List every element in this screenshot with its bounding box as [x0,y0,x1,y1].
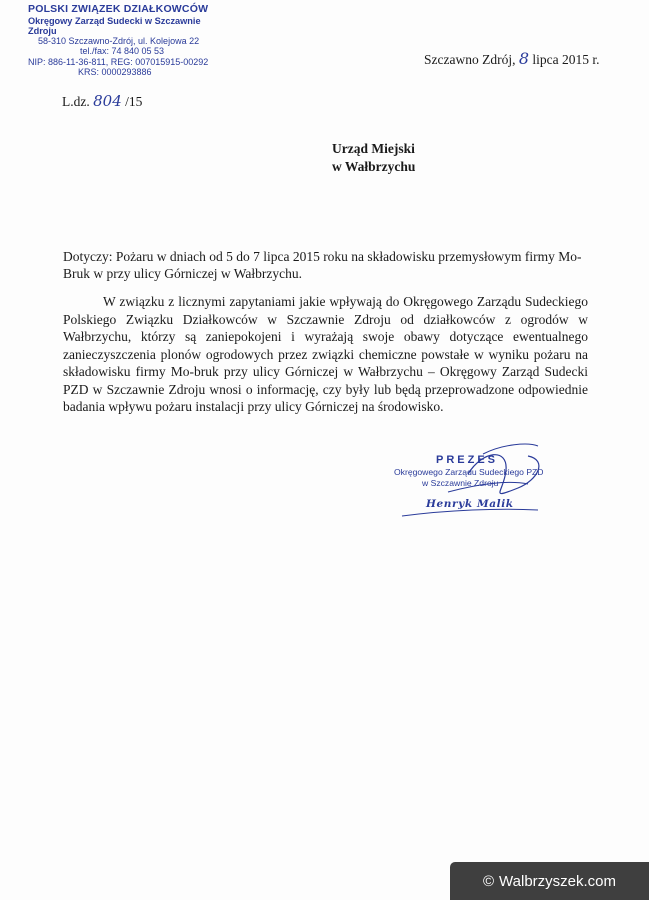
reference-prefix: L.dz. [62,94,90,109]
handwritten-day: 8 [518,49,530,68]
signature-name: Henryk Malik [426,498,514,510]
stamp-address: 58-310 Szczawno-Zdrój, ul. Kolejowa 22 [38,36,200,47]
place-date-suffix: lipca 2015 r. [532,52,600,67]
stamp-phone: tel./fax: 74 840 05 53 [80,46,165,57]
body-paragraph: W związku z licznymi zapytaniami jakie wpływają do Okręgowego Zarządu Sudeckiego Polskiego Związku Działkowców w Szczawnie Zdroju od działkowców z ogrodów w Wałbrzychu, którzy są zaniepokojeni i wyrażają swoje obawy dotyczące ewentualnego zanieczyszczenia plonów ogrodowych przez związki chemiczne powstałe w wyniku pożaru na składowisku firmy Mo-bruk przy ulicy Górniczej w Wałbrzychu – Okręgowy Zarząd Sudecki PZD w Szczawnie Zdroju wnosi o informację, czy były lub będą przeprowadzone odpowiednie badania wpływu pożaru instalacji przy ulicy Górniczej na środowisko. [63,294,588,415]
place-date [424,49,600,68]
reference-number [62,92,142,110]
place-date-prefix: Szczawno Zdrój, [424,52,516,67]
recipient-line-1: Urząd Miejski [332,141,415,156]
stamp-org-district: Okręgowy Zarząd Sudecki w Szczawnie Zdroju [28,15,201,37]
watermark-site: Walbrzyszek.com [499,872,617,890]
sender-stamp [28,4,228,77]
subject-line: Dotyczy: Pożaru w dniach od 5 do 7 lipca 2015 roku na składowisku przemysłowym firmy Mo-Bruk w przy ulicy Górniczej w Wałbrzychu. [63,249,582,282]
signature-org-line-1: Okręgowego Zarządu Sudeckiego PZD [394,467,544,477]
signature-org-line-2: w Szczawnie Zdroju [422,478,499,488]
recipient-line-2: w Wałbrzychu [332,158,416,174]
stamp-nip: NIP: 886-11-36-811, REG: 007015915-00292 [28,56,209,67]
recipient-block [332,140,415,175]
stamp-krs: KRS: 0000293886 [78,66,152,77]
copyright-icon: © [482,872,495,890]
signature-stamp [388,440,608,520]
signature-title: PREZES [436,454,499,466]
stamp-org-name: POLSKI ZWIĄZEK DZIAŁKOWCÓW [28,3,209,15]
watermark [450,862,649,900]
reference-suffix: /15 [125,94,143,109]
handwritten-reference: 804 [93,92,122,110]
letter-body [63,293,588,416]
